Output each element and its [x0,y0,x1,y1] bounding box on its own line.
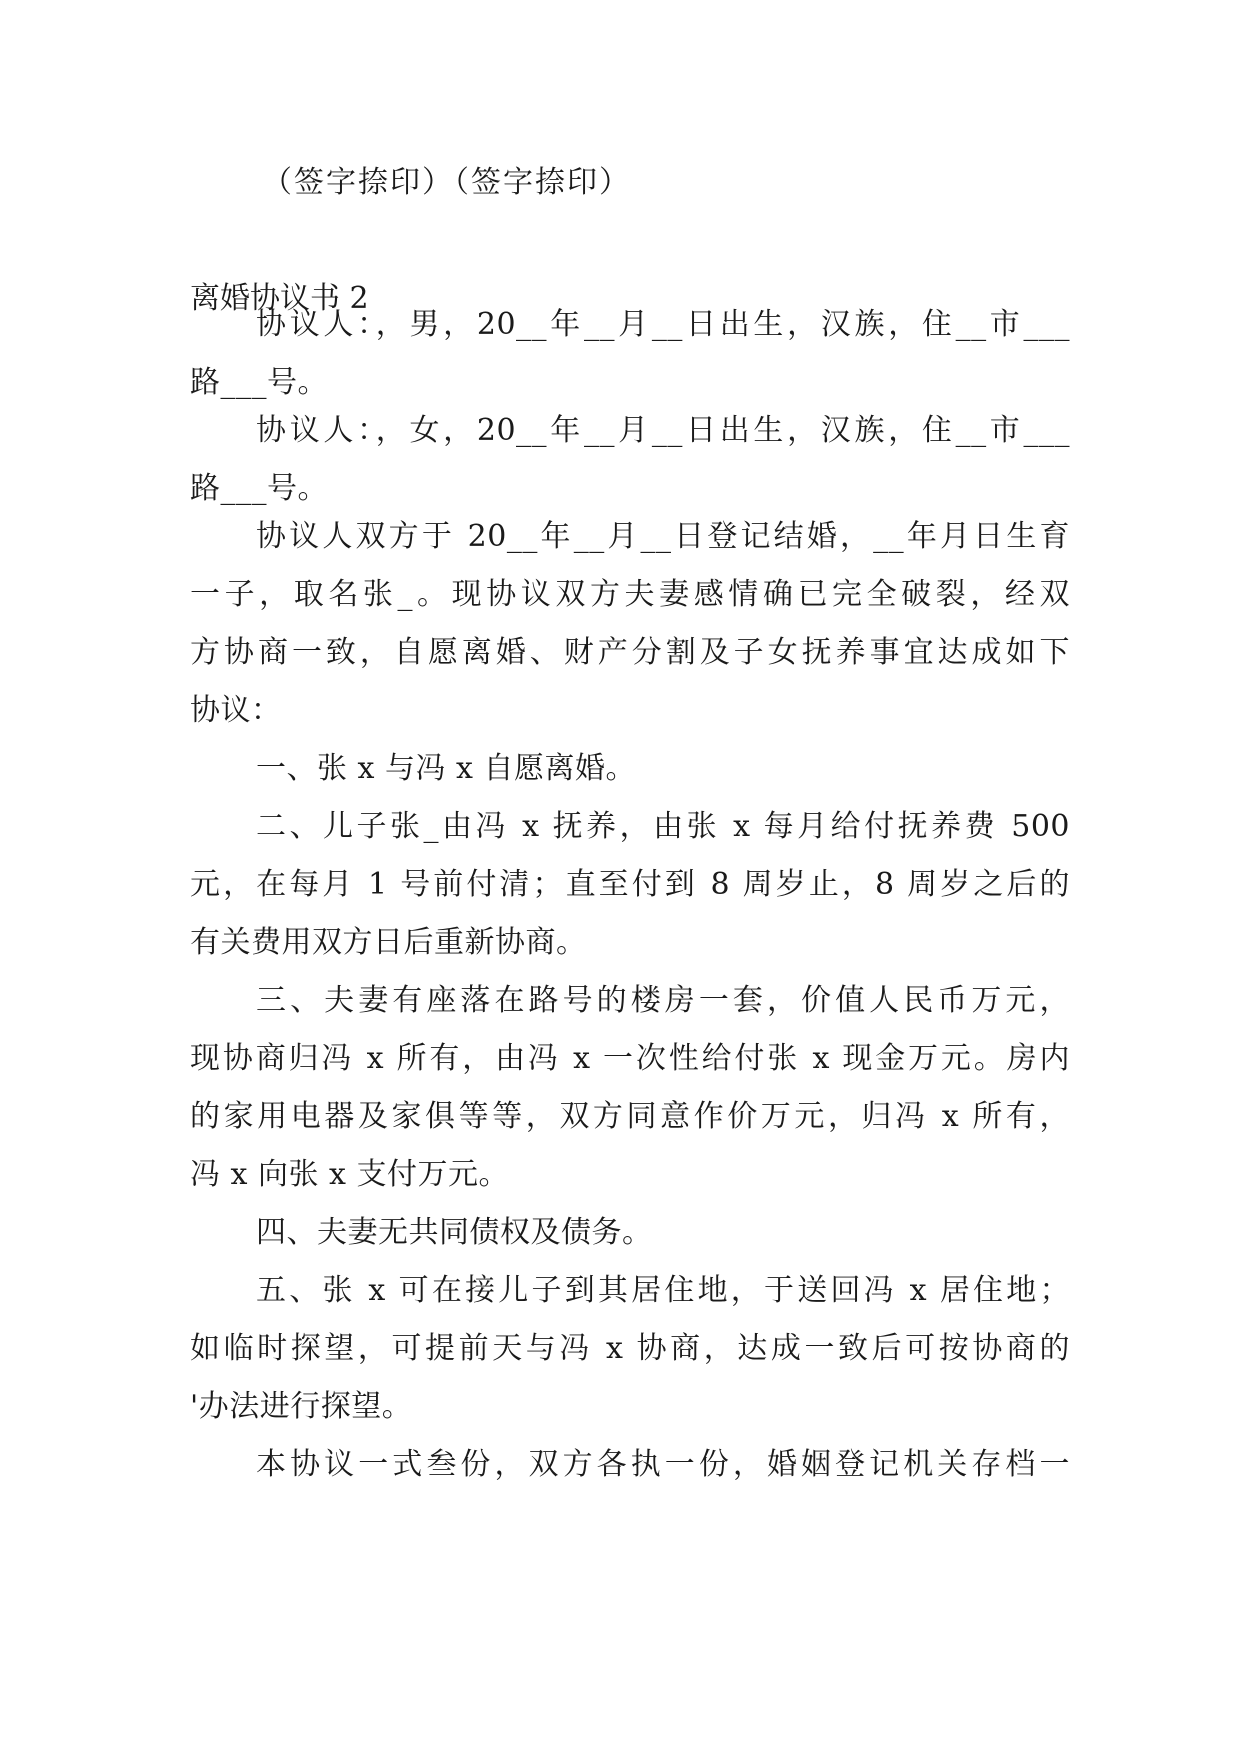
paragraph-line: 协议人：，女，20__年__月__日出生，汉族，住__市___ [256,413,1070,448]
paragraph-line: 五、张 x 可在接儿子到其居住地，于送回冯 x 居住地； [256,1273,1070,1308]
paragraph-line: 冯 x 向张 x 支付万元。 [190,1157,509,1192]
paragraph-line: 有关费用双方日后重新协商。 [190,925,587,960]
paragraph-line: 三、夫妻有座落在路号的楼房一套，价值人民币万元， [256,983,1070,1018]
paragraph-line: 路___号。 [190,365,328,400]
paragraph-line: 如临时探望，可提前天与冯 x 协商，达成一致后可按协商的 [190,1331,1070,1366]
paragraph-line: 元，在每月 1 号前付清；直至付到 8 周岁止，8 周岁之后的 [190,867,1070,902]
paragraph-line: '办法进行探望。 [190,1389,413,1424]
paragraph-line: 二、儿子张_由冯 x 抚养，由张 x 每月给付抚养费 500 [256,809,1070,844]
paragraph-line: 本协议一式叁份，双方各执一份，婚姻登记机关存档一 [256,1447,1070,1482]
paragraph-line: 一、张 x 与冯 x 自愿离婚。 [256,751,636,786]
paragraph-line: 四、夫妻无共同债权及债务。 [256,1215,653,1250]
paragraph-line: 现协商归冯 x 所有，由冯 x 一次性给付张 x 现金万元。房内 [190,1041,1070,1076]
paragraph-line: 一子，取名张_。现协议双方夫妻感情确已完全破裂，经双 [190,577,1070,612]
paragraph-line: 协议人：，男，20__年__月__日出生，汉族，住__市___ [256,307,1070,342]
paragraph-line: 协议人双方于 20__年__月__日登记结婚，__年月日生育 [256,519,1070,554]
paragraph-line: 路___号。 [190,471,328,506]
paragraph-line: 协议： [190,693,282,728]
paragraph-line: 方协商一致，自愿离婚、财产分割及子女抚养事宜达成如下 [190,635,1070,670]
paragraph-line: 的家用电器及家俱等等，双方同意作价万元，归冯 x 所有， [190,1099,1070,1134]
document-title: 离婚协议书 2 [190,281,369,316]
signature-line: （签字捺印）（签字捺印） [262,165,631,200]
